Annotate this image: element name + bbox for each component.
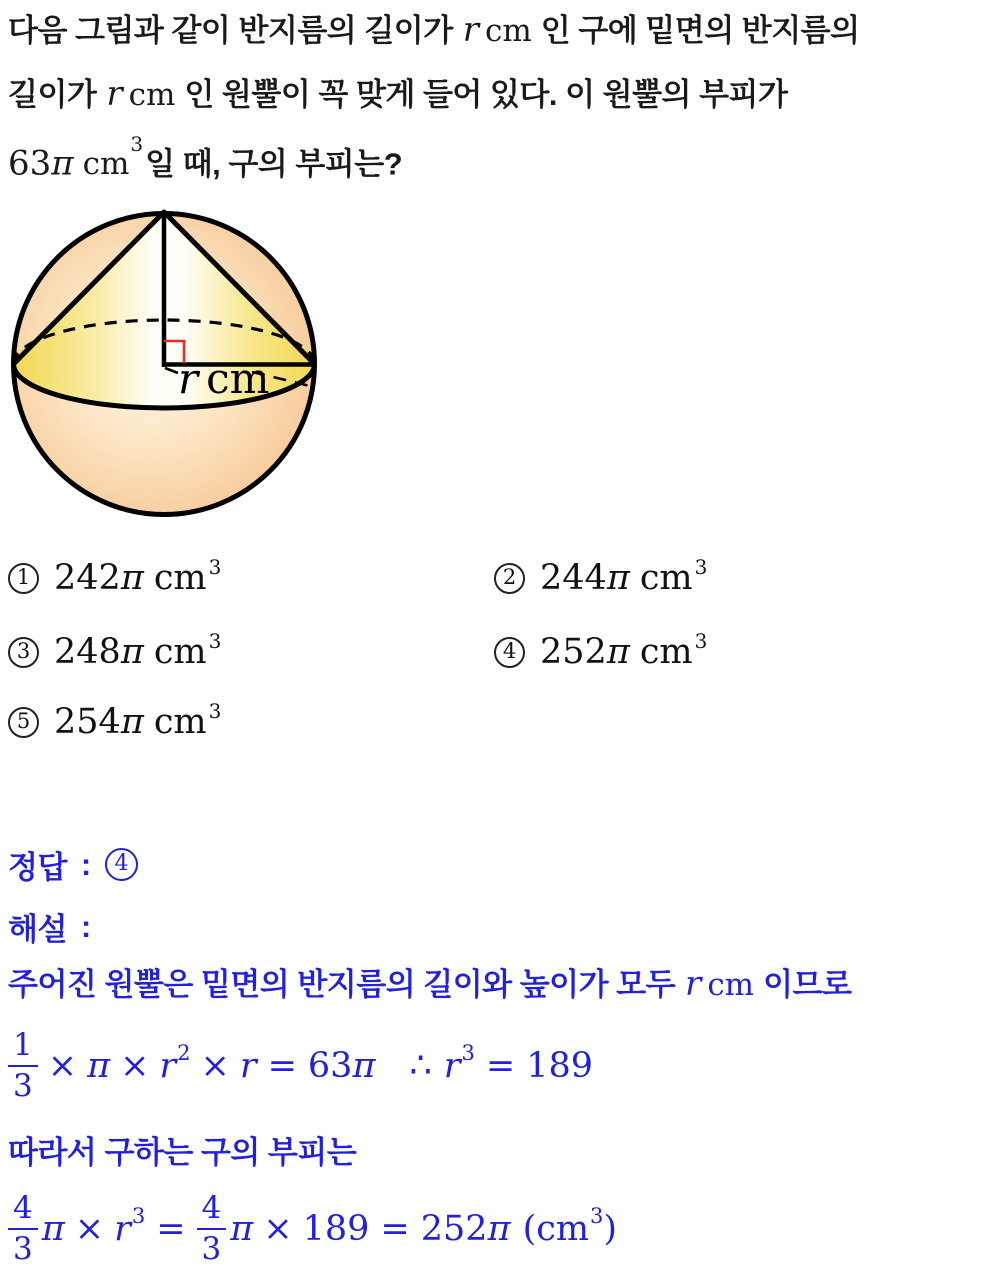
math-number-63: 63 (307, 1046, 353, 1086)
math-var-r: r (685, 964, 702, 1004)
fraction-denominator: 3 (8, 1228, 38, 1266)
option-5 (8, 700, 221, 744)
unit-cm: cm (153, 702, 207, 742)
option-2-value: 244 (540, 558, 607, 598)
pi-symbol: π (606, 558, 630, 598)
equals-sign: = (485, 1046, 516, 1086)
answer-colon: : (80, 846, 91, 882)
math-var-r: r (462, 10, 479, 50)
equals-sign: = (267, 1046, 297, 1086)
explanation-header (8, 904, 105, 949)
fraction-numerator: 1 (13, 1026, 33, 1063)
math-unit-cm: cm (707, 967, 755, 1003)
radius-label-r: r (178, 354, 199, 403)
fraction-one-third (8, 1026, 38, 1104)
option-4 (494, 630, 707, 674)
option-3-value: 248 (54, 632, 121, 672)
math-number-189: 189 (302, 1209, 370, 1249)
exponent-3: 3 (694, 555, 708, 579)
equals-sign: = (380, 1209, 410, 1249)
math-var-r: r (239, 1046, 257, 1086)
pi-symbol: π (230, 1209, 254, 1249)
times-sign: × (47, 1046, 78, 1086)
math-pi-symbol: π (51, 143, 74, 184)
unit-cm: cm (153, 632, 207, 672)
exponent-3: 3 (590, 1204, 604, 1229)
problem-line1-text-a: 다음 그림과 같이 반지름의 길이가 (8, 13, 453, 48)
pi-symbol: π (120, 702, 144, 742)
times-sign: × (120, 1046, 150, 1086)
option-1-value: 242 (54, 558, 121, 598)
sphere-cone-figure (6, 207, 322, 521)
option-2 (494, 556, 707, 600)
option-1-circled-number: 1 (8, 563, 39, 594)
answer-label: 정답 (8, 850, 67, 885)
math-number-63: 63 (8, 143, 52, 184)
math-unit-cm: cm (128, 77, 176, 113)
close-paren: ) (603, 1209, 618, 1249)
problem-line-2 (8, 72, 787, 117)
unit-cm: cm (536, 1209, 590, 1249)
problem-line-3 (8, 131, 403, 186)
pi-symbol: π (606, 632, 630, 672)
answer-circled-number: 4 (105, 848, 138, 881)
math-number-189: 189 (526, 1046, 593, 1086)
option-2-circled-number: 2 (494, 563, 525, 594)
explanation-colon: : (80, 908, 91, 944)
unit-cm: cm (639, 632, 693, 672)
answer-line (8, 842, 138, 887)
exponent-2: 2 (177, 1041, 191, 1066)
fraction-denominator: 3 (8, 1065, 38, 1103)
math-exponent-3: 3 (130, 131, 144, 156)
equals-sign: = (156, 1209, 186, 1249)
radius-label (178, 354, 269, 403)
math-var-r: r (106, 74, 123, 114)
option-1 (8, 556, 221, 600)
pi-symbol: π (487, 1209, 511, 1249)
explanation-text-c: 따라서 구하는 구의 부피는 (8, 1135, 357, 1170)
exponent-3: 3 (208, 699, 222, 723)
unit-cm: cm (153, 558, 207, 598)
fraction-four-thirds (197, 1189, 227, 1267)
fraction-denominator: 3 (197, 1228, 227, 1266)
pi-symbol: π (120, 632, 144, 672)
option-4-circled-number: 4 (494, 637, 525, 668)
open-paren: ( (522, 1209, 537, 1249)
option-4-value: 252 (540, 632, 607, 672)
fraction-four-thirds (8, 1189, 38, 1267)
pi-symbol: π (41, 1209, 65, 1249)
explanation-label: 해설 (8, 912, 67, 947)
times-sign: × (74, 1209, 105, 1249)
times-sign: × (263, 1209, 293, 1249)
explanation-text-b: 이므로 (763, 967, 852, 1002)
option-5-value: 254 (54, 702, 121, 742)
math-number-252: 252 (420, 1209, 488, 1249)
problem-line-1 (8, 8, 860, 53)
pi-symbol: π (352, 1046, 376, 1086)
radius-label-unit: cm (206, 354, 270, 403)
option-3 (8, 630, 221, 674)
unit-cm: cm (639, 558, 693, 598)
pi-symbol: π (87, 1046, 111, 1086)
math-unit-cm: cm (484, 13, 532, 49)
problem-line2-text-b: 인 원뿔이 꼭 맞게 들어 있다. 이 원뿔의 부피가 (184, 77, 788, 112)
pi-symbol: π (120, 558, 144, 598)
fraction-numerator: 4 (201, 1189, 222, 1226)
explanation-line-2 (8, 1131, 356, 1175)
math-var-r: r (114, 1209, 131, 1249)
solution-formula-2 (8, 1183, 617, 1275)
math-var-r: r (159, 1046, 177, 1086)
explanation-line-1 (8, 962, 851, 1007)
fraction-numerator: 4 (13, 1189, 33, 1226)
problem-line2-text-a: 길이가 (8, 77, 97, 112)
math-var-r: r (443, 1046, 461, 1086)
therefore-symbol: ∴ (409, 1046, 432, 1086)
exponent-3: 3 (208, 555, 222, 579)
option-3-circled-number: 3 (8, 637, 39, 668)
explanation-text-a: 주어진 원뿔은 밑면의 반지름의 길이와 높이가 모두 (8, 967, 676, 1002)
problem-line3-text: 일 때, 구의 부피는? (145, 146, 403, 182)
problem-line1-text-b: 인 구에 밑면의 반지름의 (540, 13, 860, 48)
math-unit-cm: cm (82, 146, 130, 183)
option-5-circled-number: 5 (8, 707, 39, 738)
solution-formula-1 (8, 1018, 593, 1114)
exponent-3: 3 (208, 629, 222, 653)
exponent-3: 3 (131, 1204, 146, 1229)
exponent-3: 3 (461, 1041, 475, 1066)
times-sign: × (200, 1046, 230, 1086)
exponent-3: 3 (694, 629, 708, 653)
